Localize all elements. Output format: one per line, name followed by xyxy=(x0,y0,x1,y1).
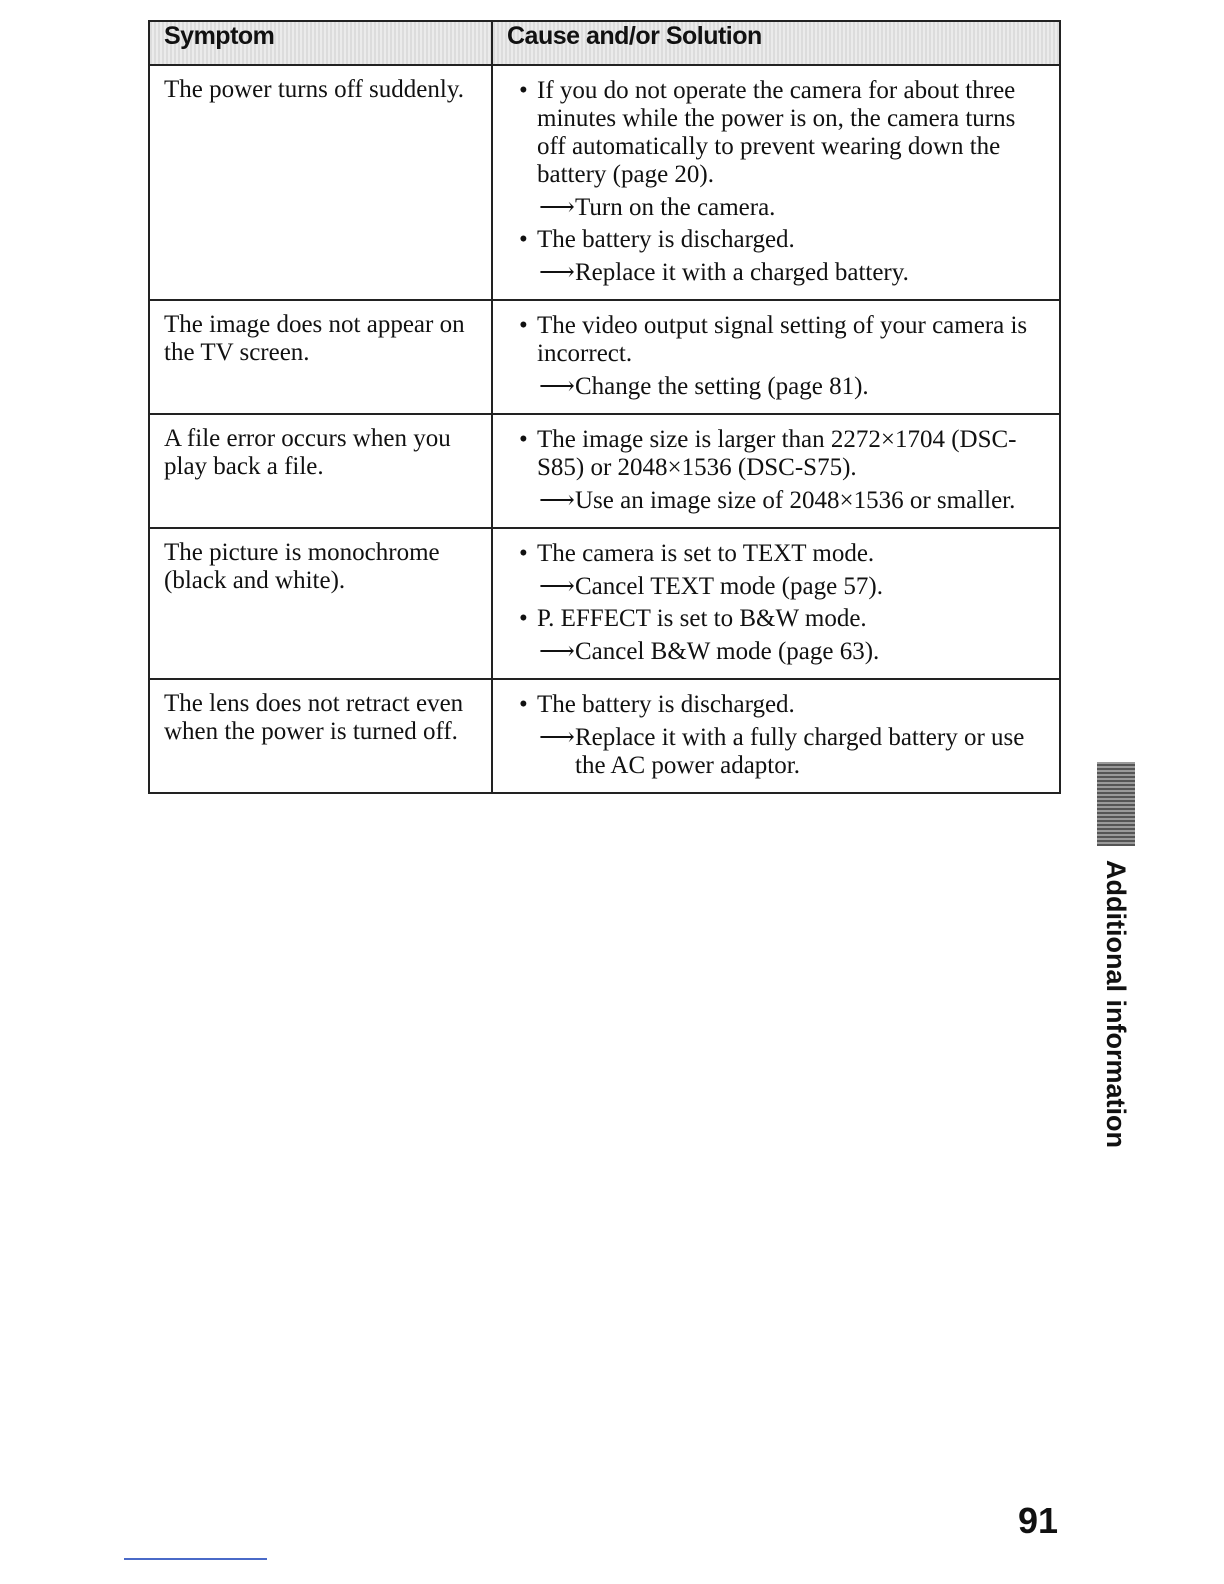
cause-cell xyxy=(492,414,1060,528)
cause-item xyxy=(507,312,1049,368)
symptom-text: The power turns off suddenly. xyxy=(164,76,464,103)
cause-cell xyxy=(492,528,1060,679)
symptom-cell xyxy=(149,65,492,300)
cause-item xyxy=(507,77,1049,189)
arrow-icon: ⟶ xyxy=(539,724,575,751)
table-row xyxy=(149,679,1060,793)
cause-item xyxy=(507,226,1049,254)
cause-column-header: Cause and/or Solution xyxy=(492,21,1060,65)
cause-text: The battery is discharged. xyxy=(537,226,795,253)
arrow-icon: ⟶ xyxy=(539,573,575,600)
cause-entry xyxy=(507,226,1049,287)
cause-entry xyxy=(507,540,1049,601)
cause-text: The battery is discharged. xyxy=(537,691,795,718)
solution-text: Replace it with a charged battery. xyxy=(575,259,909,286)
cause-entry xyxy=(507,605,1049,666)
symptom-text: The image does not appear on the TV screen. xyxy=(164,311,465,366)
solution-item xyxy=(507,724,1049,780)
cause-cell xyxy=(492,679,1060,793)
footer-rule xyxy=(124,1558,267,1560)
arrow-icon: ⟶ xyxy=(539,373,575,400)
solution-text: Cancel TEXT mode (page 57). xyxy=(575,573,884,600)
cause-text: The camera is set to TEXT mode. xyxy=(537,540,875,567)
cause-item xyxy=(507,540,1049,568)
bullet-icon: • xyxy=(519,77,528,104)
bullet-icon: • xyxy=(519,426,528,453)
cause-item xyxy=(507,426,1049,482)
bullet-icon: • xyxy=(519,226,528,253)
symptom-column-header: Symptom xyxy=(149,21,492,65)
symptom-text: The picture is monochrome (black and white). xyxy=(164,539,440,594)
cause-entry xyxy=(507,312,1049,401)
bullet-icon: • xyxy=(519,312,528,339)
troubleshooting-table xyxy=(148,20,1061,794)
cause-item xyxy=(507,691,1049,719)
solution-item xyxy=(507,487,1049,515)
solution-text: Turn on the camera. xyxy=(575,194,776,221)
symptom-cell xyxy=(149,679,492,793)
cause-item xyxy=(507,605,1049,633)
solution-item xyxy=(507,373,1049,401)
cause-cell xyxy=(492,65,1060,300)
cause-entry xyxy=(507,691,1049,780)
page-number: 91 xyxy=(1017,1500,1058,1541)
table-row xyxy=(149,65,1060,300)
section-tab-marker xyxy=(1097,762,1135,846)
cause-cell xyxy=(492,300,1060,414)
section-tab-label: Additional information xyxy=(1101,860,1131,1148)
table-header-row xyxy=(149,21,1060,65)
symptom-cell xyxy=(149,300,492,414)
symptom-text: The lens does not retract even when the power is turned off. xyxy=(164,690,464,745)
arrow-icon: ⟶ xyxy=(539,194,575,221)
cause-text: If you do not operate the camera for about three minutes while the power is on, the camera turns off automatically to prevent wearing down the battery (page 20). xyxy=(537,77,1016,188)
bullet-icon: • xyxy=(519,605,528,632)
cause-entry xyxy=(507,77,1049,222)
symptom-cell xyxy=(149,528,492,679)
table-row xyxy=(149,528,1060,679)
solution-item xyxy=(507,194,1049,222)
solution-text: Change the setting (page 81). xyxy=(575,373,869,400)
table-row xyxy=(149,300,1060,414)
solution-text: Replace it with a fully charged battery or use the AC power adaptor. xyxy=(575,724,1025,779)
bullet-icon: • xyxy=(519,691,528,718)
solution-text: Cancel B&W mode (page 63). xyxy=(575,638,880,665)
arrow-icon: ⟶ xyxy=(539,638,575,665)
solution-text: Use an image size of 2048×1536 or smaller. xyxy=(575,487,1016,514)
cause-text: The video output signal setting of your camera is incorrect. xyxy=(537,312,1028,367)
cause-entry xyxy=(507,426,1049,515)
table-row xyxy=(149,414,1060,528)
cause-text: P. EFFECT is set to B&W mode. xyxy=(537,605,867,632)
arrow-icon: ⟶ xyxy=(539,487,575,514)
solution-item xyxy=(507,638,1049,666)
bullet-icon: • xyxy=(519,540,528,567)
arrow-icon: ⟶ xyxy=(539,259,575,286)
symptom-text: A file error occurs when you play back a file. xyxy=(164,425,451,480)
symptom-cell xyxy=(149,414,492,528)
cause-text: The image size is larger than 2272×1704 (DSC-S85) or 2048×1536 (DSC-S75). xyxy=(537,426,1017,481)
solution-item xyxy=(507,259,1049,287)
solution-item xyxy=(507,573,1049,601)
